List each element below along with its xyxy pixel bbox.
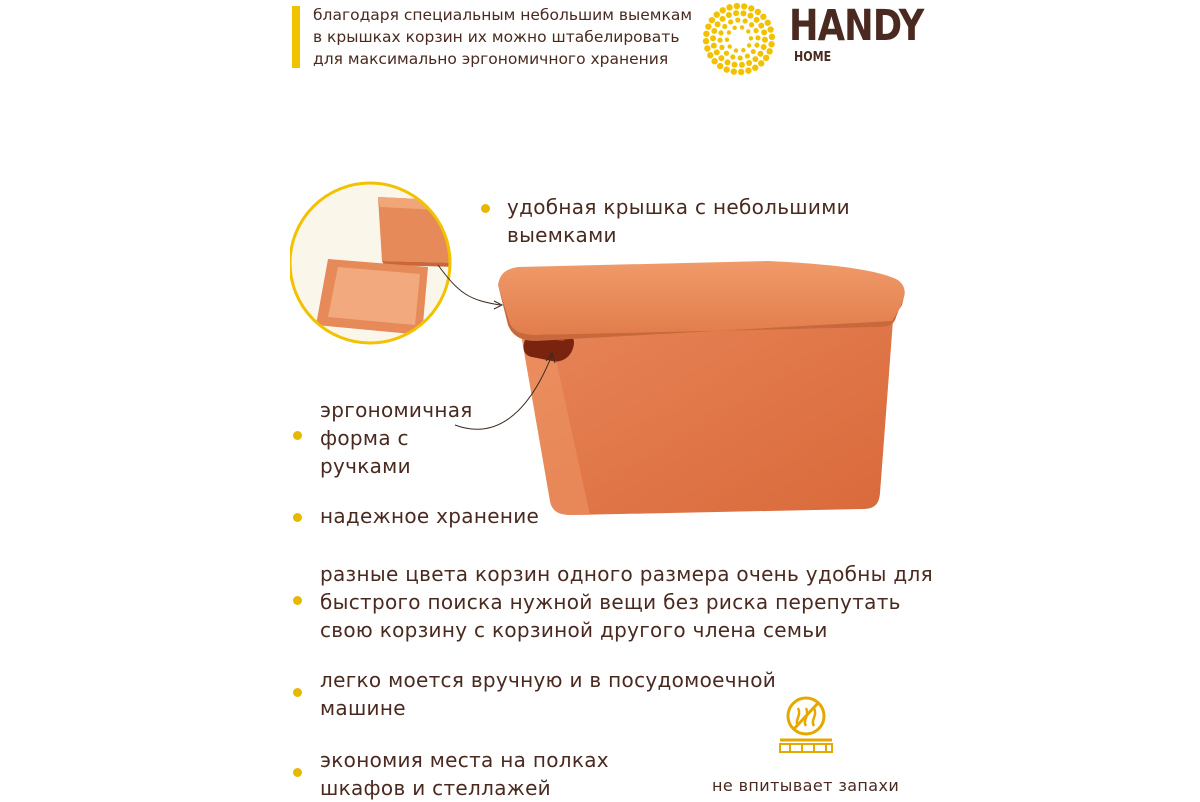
bullet-dot — [293, 688, 302, 697]
feature-colors — [320, 560, 933, 644]
sun-logo-icon — [700, 0, 778, 78]
feature-storage — [320, 502, 539, 530]
feature-line: эргономичная — [320, 398, 473, 422]
storage-box — [498, 261, 905, 515]
lid-detail-inset — [290, 183, 460, 343]
feature-line: шкафов и стеллажей — [320, 776, 551, 800]
feature-washable — [320, 666, 776, 722]
bullet-dot — [293, 768, 302, 777]
feature-lid — [507, 193, 850, 249]
feature-space — [320, 746, 609, 802]
feature-handles — [320, 396, 473, 480]
header-text — [313, 4, 693, 70]
feature-line: легко моется вручную и в посудомоечной — [320, 668, 777, 692]
bullet-dot — [293, 513, 302, 522]
feature-line: экономия места на полках — [320, 748, 609, 772]
header-line: в крышках корзин их можно штабелировать — [313, 28, 680, 46]
header-line: благодаря специальным небольшим выемкам — [313, 6, 693, 24]
feature-line: надежное хранение — [320, 504, 540, 528]
no-odor-absorb-icon — [776, 694, 836, 758]
header-accent-bar — [292, 6, 300, 68]
feature-line: машине — [320, 696, 406, 720]
logo-sub: HOME — [794, 50, 832, 65]
feature-line: удобная крышка с небольшими — [507, 195, 850, 219]
bullet-dot — [293, 596, 302, 605]
feature-line: ручками — [320, 454, 411, 478]
header-line: для максимально эргономичного хранения — [313, 50, 669, 68]
bullet-dot — [293, 431, 302, 440]
badge-caption: не впитывает запахи — [712, 776, 900, 795]
logo-brand: HANDY — [789, 1, 924, 51]
feature-line: выемками — [507, 223, 617, 247]
feature-line: разные цвета корзин одного размера очень удобны для — [320, 562, 933, 586]
feature-line: свою корзину с корзиной другого члена семьи — [320, 618, 828, 642]
bullet-dot — [481, 204, 490, 213]
feature-line: форма с — [320, 426, 409, 450]
feature-line: быстрого поиска нужной вещи без риска перепутать — [320, 590, 901, 614]
